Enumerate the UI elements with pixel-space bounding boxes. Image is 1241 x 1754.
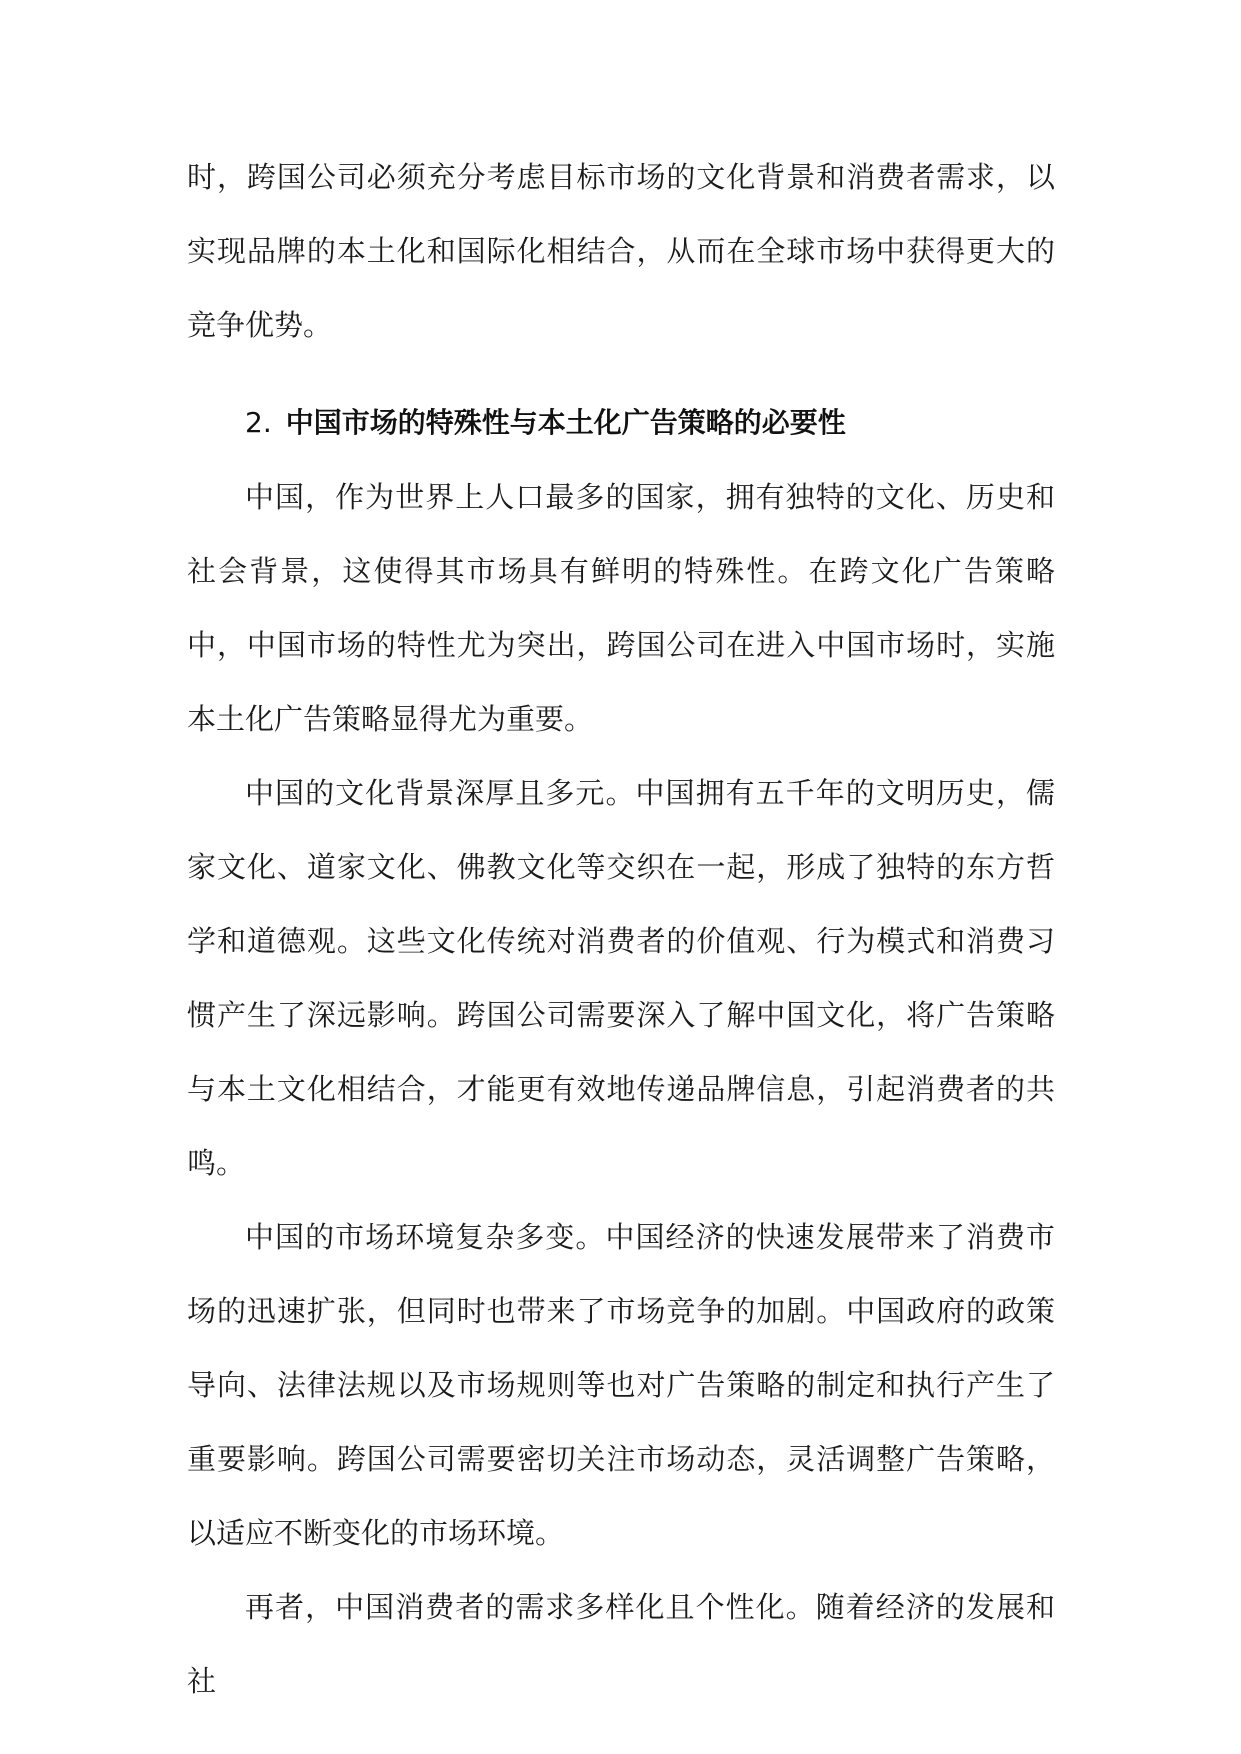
document-body — [187, 140, 1055, 1718]
continuation-paragraph: 时，跨国公司必须充分考虑目标市场的文化背景和消费者需求，以实现品牌的本土化和国际化相结合，从而在全球市场中获得更大的竞争优势。 — [187, 160, 1055, 342]
section-title: 中国市场的特殊性与本土化广告策略的必要性 — [285, 406, 846, 439]
paragraph-1: 中国，作为世界上人口最多的国家，拥有独特的文化、历史和社会背景，这使得其市场具有鲜明的特殊性。在跨文化广告策略中，中国市场的特性尤为突出，跨国公司在进入中国市场时，实施本土化广告策略显得尤为重要。 — [187, 480, 1055, 736]
paragraph-3: 中国的市场环境复杂多变。中国经济的快速发展带来了消费市场的迅速扩张，但同时也带来了市场竞争的加剧。中国政府的政策导向、法律法规以及市场规则等也对广告策略的制定和执行产生了重要影响。跨国公司需要密切关注市场动态，灵活调整广告策略，以适应不断变化的市场环境。 — [187, 1220, 1055, 1550]
section-number: 2. — [245, 406, 272, 439]
paragraph-4: 再者，中国消费者的需求多样化且个性化。随着经济的发展和社 — [187, 1590, 1055, 1698]
section-heading — [187, 386, 1055, 460]
paragraph-2: 中国的文化背景深厚且多元。中国拥有五千年的文明历史，儒家文化、道家文化、佛教文化等交织在一起，形成了独特的东方哲学和道德观。这些文化传统对消费者的价值观、行为模式和消费习惯产生了深远影响。跨国公司需要深入了解中国文化，将广告策略与本土文化相结合，才能更有效地传递品牌信息，引起消费者的共鸣。 — [187, 776, 1055, 1180]
